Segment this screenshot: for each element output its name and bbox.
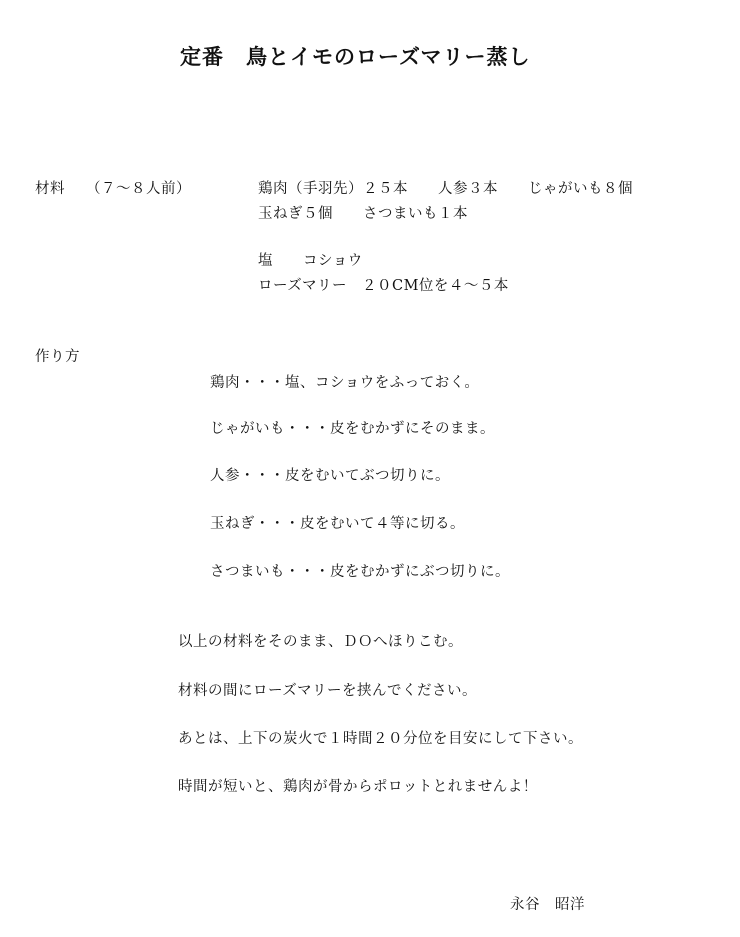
instruction-line: 材料の間にローズマリーを挟んでください。 [178,683,477,699]
instruction-line: あとは、上下の炭火で１時間２０分位を目安にして下さい。 [178,731,583,747]
servings-text: （７～８人前） [86,181,191,197]
instruction-line: 時間が短いと、鶏肉が骨からポロットとれませんよ！ [178,779,538,795]
author-name: 永谷 昭洋 [510,897,585,913]
prep-step: 人参・・・皮をむいてぶつ切りに。 [210,468,450,484]
ingredient-line: 玉ねぎ５個 さつまいも１本 [258,206,468,222]
ingredient-line: 塩 コショウ [258,253,363,269]
prep-step: じゃがいも・・・皮をむかずにそのまま。 [210,421,495,437]
prep-step: 玉ねぎ・・・皮をむいて４等に切る。 [210,516,465,532]
ingredients-label: 材料 [35,181,65,197]
ingredient-line: 鶏肉（手羽先）２５本 人参３本 じゃがいも８個 [258,181,633,197]
prep-step: 鶏肉・・・塩、コショウをふっておく。 [210,375,480,391]
method-label: 作り方 [35,349,80,365]
ingredient-line: ローズマリー ２０CM位を４～５本 [258,278,509,294]
prep-step: さつまいも・・・皮をむかずにぶつ切りに。 [210,564,510,580]
page-title: 定番 鳥とイモのローズマリー蒸し [180,45,531,69]
instruction-line: 以上の材料をそのまま、ＤＯへほりこむ。 [178,634,463,650]
